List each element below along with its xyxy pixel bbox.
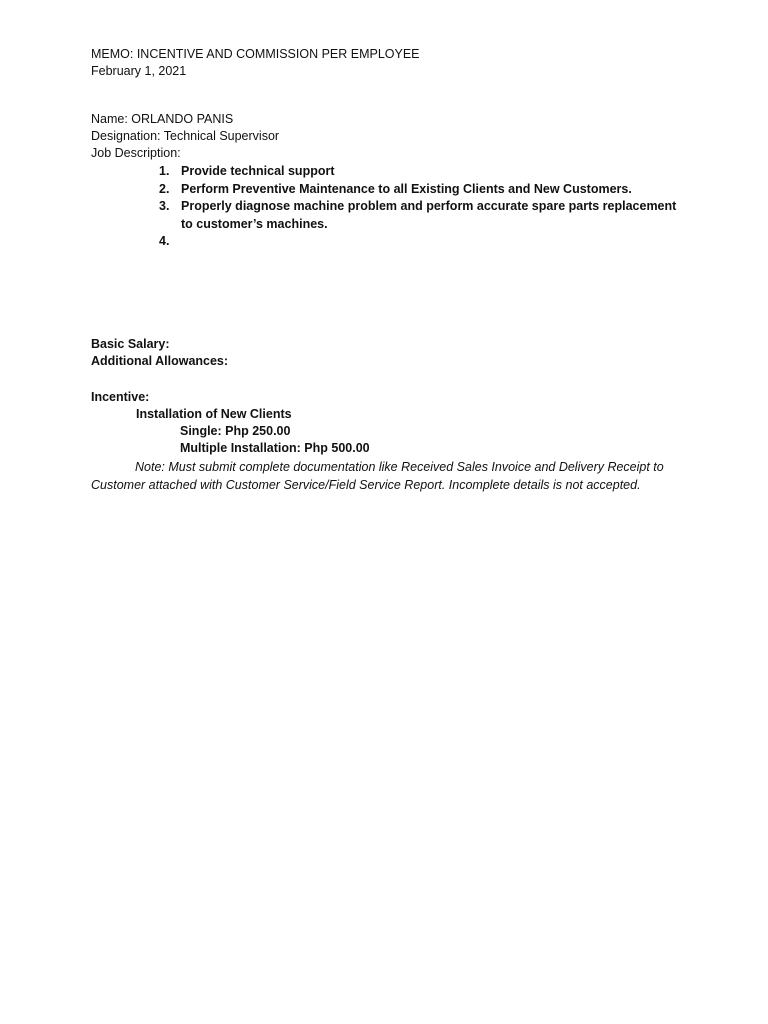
- employee-name: Name: ORLANDO PANIS: [91, 112, 234, 126]
- incentive-label: Incentive:: [91, 390, 150, 404]
- memo-title: MEMO: INCENTIVE AND COMMISSION PER EMPLOYEE: [91, 47, 420, 61]
- basic-salary-label: Basic Salary:: [91, 337, 170, 351]
- list-item-text: Properly diagnose machine problem and perform accurate spare parts replacement to customer’s machines.: [181, 199, 677, 231]
- job-description-label: Job Description:: [91, 146, 181, 160]
- list-item-number: 3.: [159, 199, 170, 213]
- additional-allowances-label: Additional Allowances:: [91, 354, 229, 368]
- list-item: [159, 233, 679, 251]
- list-item-text: Perform Preventive Maintenance to all Existing Clients and New Customers.: [181, 181, 632, 196]
- list-item-number: 2.: [159, 181, 170, 196]
- list-item-number: 1.: [159, 164, 170, 178]
- incentive-section: [91, 389, 672, 457]
- memo-header: [91, 46, 672, 80]
- job-description-list: [159, 163, 679, 251]
- memo-date: February 1, 2021: [91, 64, 187, 78]
- list-item: [159, 181, 679, 199]
- list-item: [159, 198, 679, 233]
- list-item: [159, 163, 679, 181]
- list-item-number: 4.: [159, 234, 170, 248]
- list-item-text: [181, 233, 679, 251]
- employee-info: [91, 111, 672, 162]
- documentation-note: Note: Must submit complete documentation like Received Sales Invoice and Delivery Receipt to Customer attached with Customer Service/Field Service Report. Incomplete details is not accepted.: [91, 460, 664, 492]
- employee-designation: Designation: Technical Supervisor: [91, 129, 280, 143]
- installation-heading: Installation of New Clients: [136, 407, 292, 421]
- multiple-installation-rate: Multiple Installation: Php 500.00: [180, 441, 370, 455]
- single-installation-rate: Single: Php 250.00: [180, 424, 291, 438]
- list-item-text: Provide technical support: [181, 164, 335, 178]
- compensation-section: [91, 336, 672, 370]
